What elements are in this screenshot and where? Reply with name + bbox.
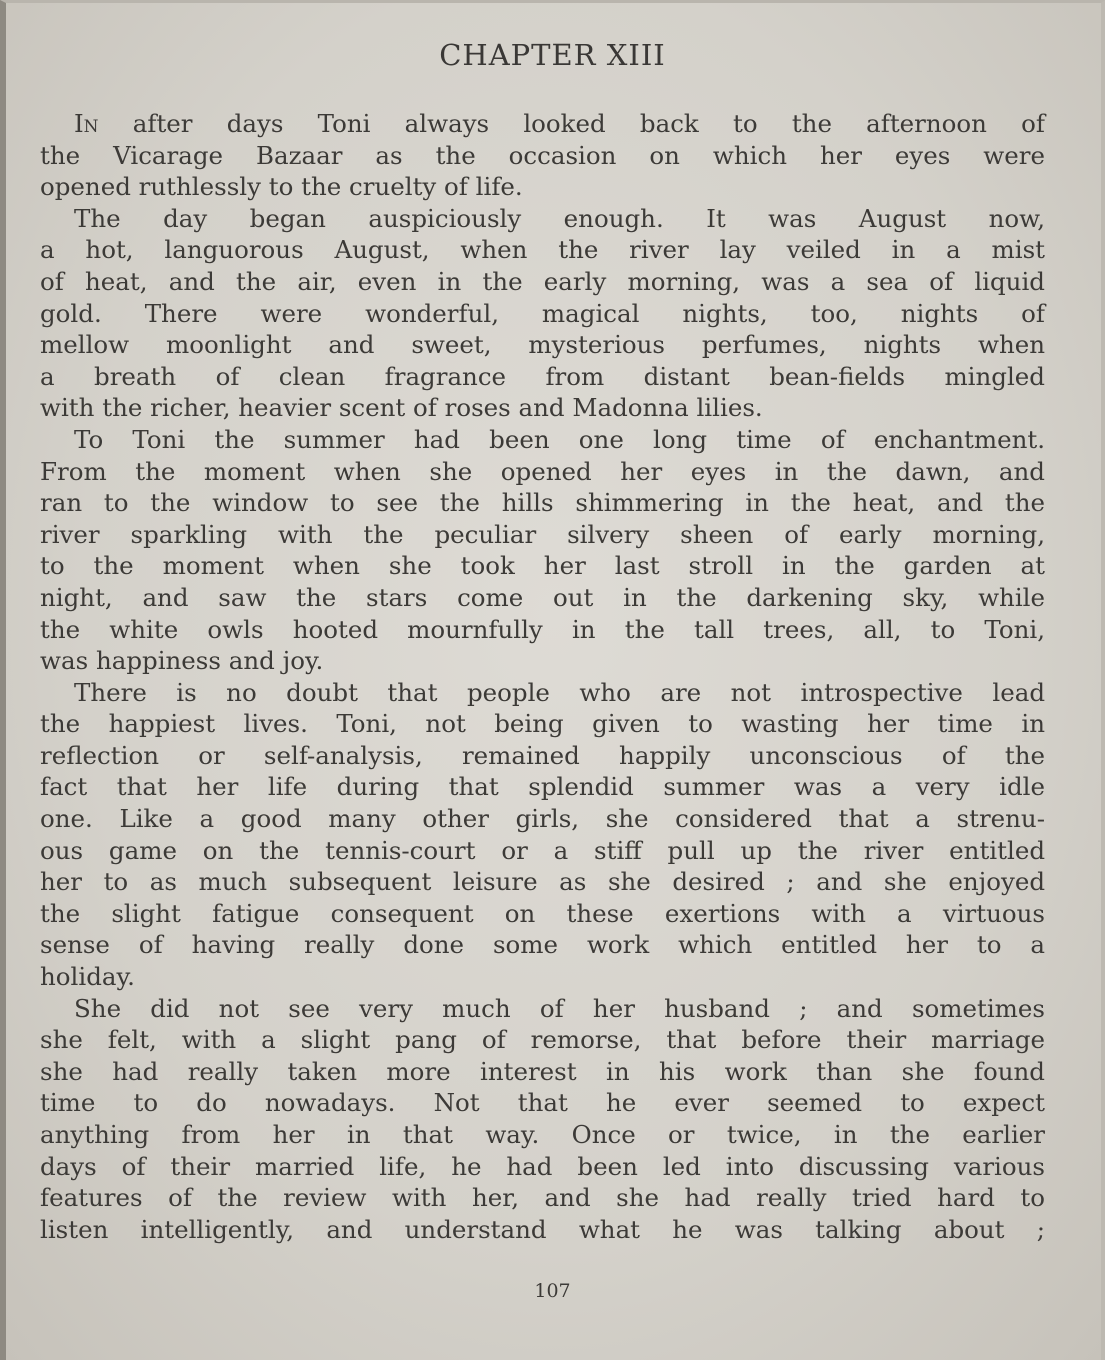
text-line: In after days Toni always looked back to the afternoon of xyxy=(74,109,1045,138)
paragraph xyxy=(40,993,1045,1246)
text-line: was happiness and joy. xyxy=(40,646,324,676)
text-line: ous game on the tennis-court or a stiff pull up the river entitled xyxy=(40,835,1045,865)
text-line: the slight fatigue consequent on these exertions with a virtuous xyxy=(40,898,1045,928)
text-line: of heat, and the air, even in the early morning, was a sea of liquid xyxy=(40,266,1045,296)
text-line: a hot, languorous August, when the river lay veiled in a mist xyxy=(40,235,1045,265)
chapter-body xyxy=(40,108,1045,1245)
text-line: There is no doubt that people who are not introspective lead xyxy=(74,677,1045,707)
text-line: reflection or self-analysis, remained happily unconscious of the xyxy=(40,740,1045,770)
text-line: the happiest lives. Toni, not being given to wasting her time in xyxy=(40,709,1045,739)
text-line: To Toni the summer had been one long time of enchantment. xyxy=(74,424,1045,454)
paragraph xyxy=(40,424,1045,677)
text-line: From the moment when she opened her eyes in the dawn, and xyxy=(40,456,1045,486)
text-line: the white owls hooted mournfully in the tall trees, all, to Toni, xyxy=(40,614,1045,644)
text-line: night, and saw the stars come out in the darkening sky, while xyxy=(40,582,1045,612)
text-line: a breath of clean fragrance from distant bean-fields mingled xyxy=(40,361,1045,391)
text-line: sense of having really done some work which entitled her to a xyxy=(40,930,1045,960)
text-line: to the moment when she took her last stroll in the garden at xyxy=(40,551,1045,581)
paragraph xyxy=(40,677,1045,993)
text-line: ran to the window to see the hills shimmering in the heat, and the xyxy=(40,488,1045,518)
opening-word: In xyxy=(74,109,99,138)
text-line: anything from her in that way. Once or twice, in the earlier xyxy=(40,1120,1045,1149)
text-line: time to do nowadays. Not that he ever seemed to expect xyxy=(40,1088,1045,1118)
text-line: river sparkling with the peculiar silvery sheen of early morning, xyxy=(40,519,1045,549)
text-line: one. Like a good many other girls, she considered that a strenu- xyxy=(40,804,1045,834)
chapter-title: CHAPTER XIII xyxy=(439,38,666,72)
text-line: She did not see very much of her husband ; and sometimes xyxy=(74,993,1045,1023)
paragraph xyxy=(40,203,1045,424)
text-line: her to as much subsequent leisure as she desired ; and she enjoyed xyxy=(40,867,1045,897)
text-line: fact that her life during that splendid summer was a very idle xyxy=(40,772,1045,802)
text-line: with the richer, heavier scent of roses and Madonna lilies. xyxy=(40,393,763,423)
text-line: holiday. xyxy=(40,962,135,992)
text-line: The day began auspiciously enough. It was August now, xyxy=(74,203,1045,233)
text-line: mellow moonlight and sweet, mysterious perfumes, nights when xyxy=(40,330,1045,360)
text-line: she felt, with a slight pang of remorse, that before their marriage xyxy=(40,1025,1045,1055)
text-line: features of the review with her, and she had really tried hard to xyxy=(40,1183,1045,1213)
page-number: 107 xyxy=(534,1280,571,1302)
text-line: listen intelligently, and understand what he was talking about ; xyxy=(40,1214,1045,1244)
text-line: she had really taken more interest in his work than she found xyxy=(40,1056,1045,1086)
text-line: days of their married life, he had been led into discussing various xyxy=(40,1151,1045,1181)
text-line: gold. There were wonderful, magical nights, too, nights of xyxy=(40,298,1045,328)
text-line: the Vicarage Bazaar as the occasion on which her eyes were xyxy=(40,140,1045,170)
text-line: opened ruthlessly to the cruelty of life. xyxy=(40,172,523,202)
paragraph xyxy=(40,108,1045,203)
